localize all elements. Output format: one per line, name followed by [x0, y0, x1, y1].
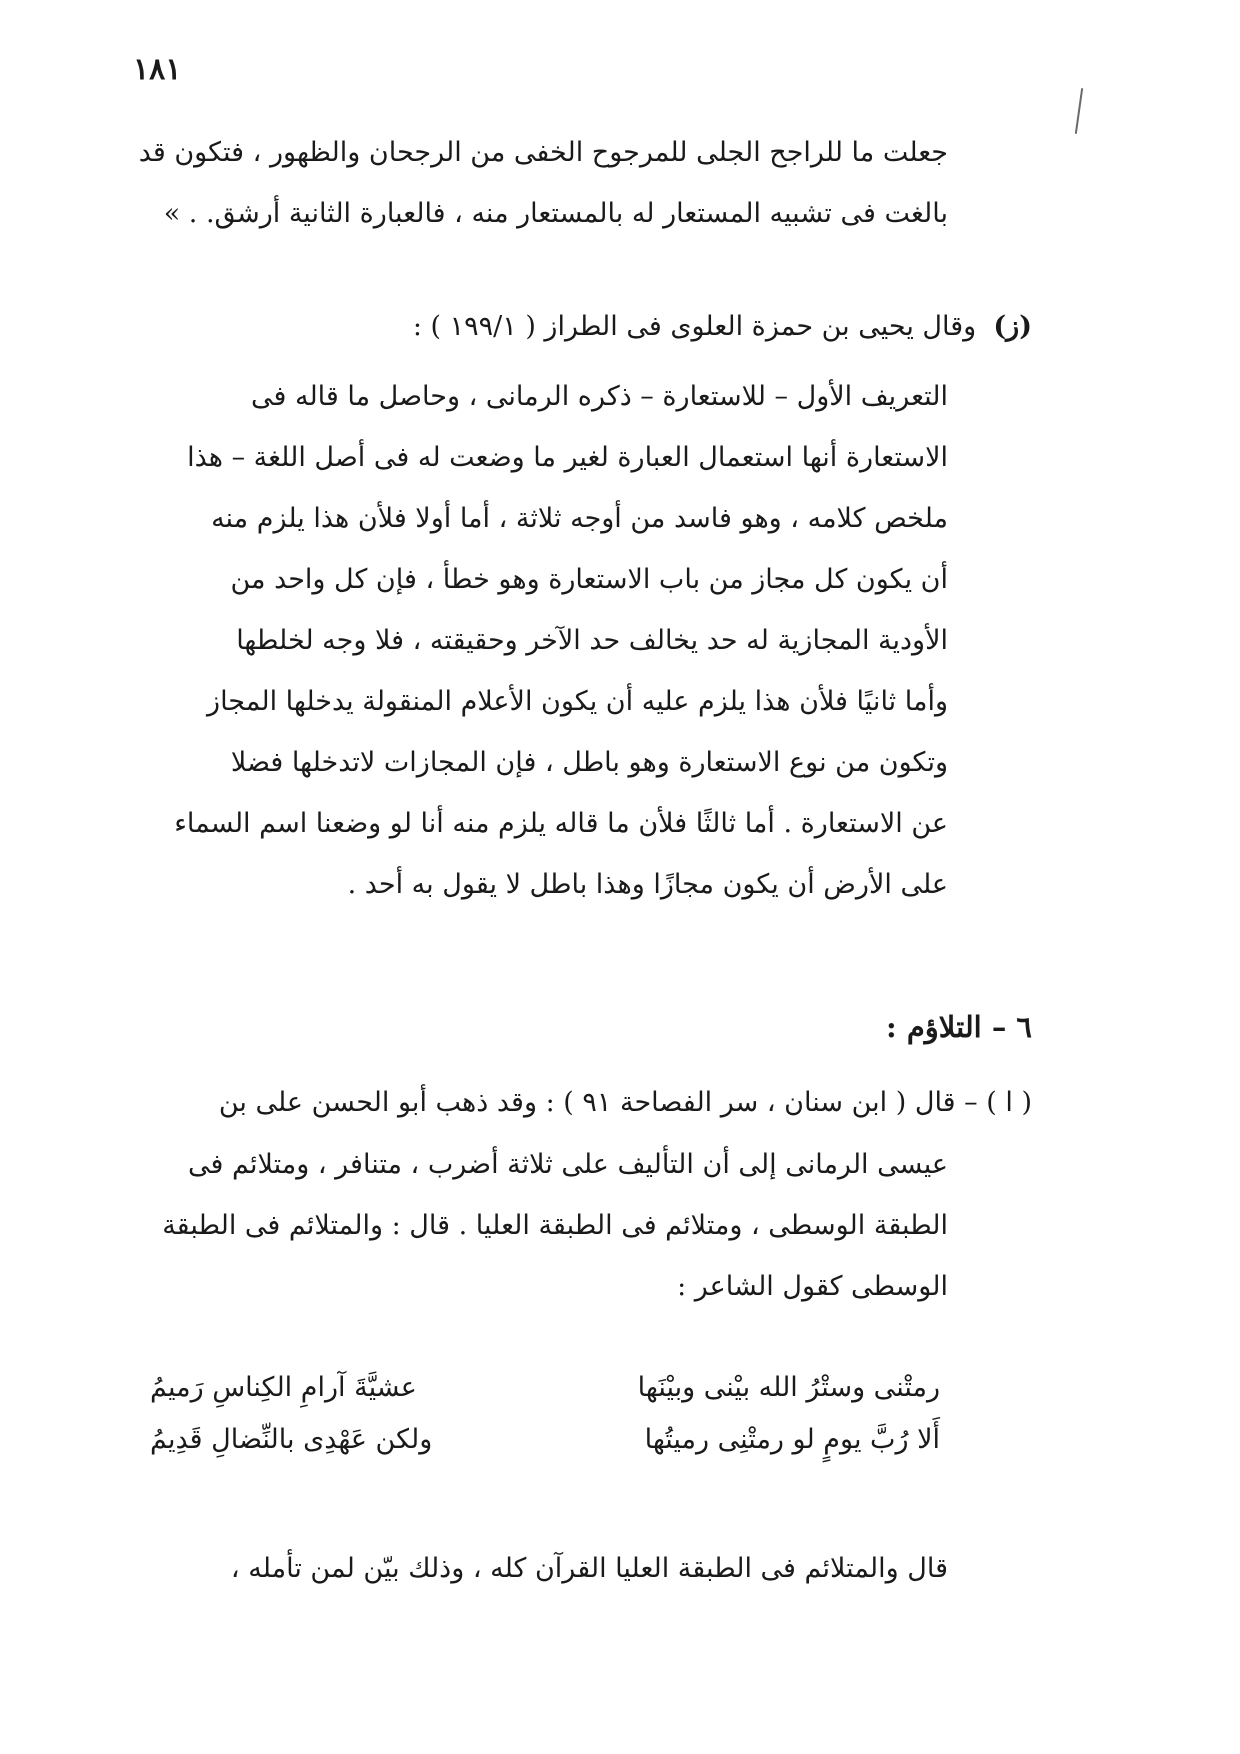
text-line: ( ا ) – قال ( ابن سنان ، سر الفصاحة ٩١ ) : وقد ذهب أبو الحسن على بن [218, 1087, 1032, 1118]
hemistich-first: أَلا رُبَّ يومٍ لو رمتْنِى رميتُها [644, 1424, 940, 1455]
paragraph-top [128, 122, 948, 244]
hemistich-first: رمتْنى وستْرُ الله بيْنى وبيْنَها [637, 1372, 940, 1403]
hemistich-second: ولكن عَهْدِى بالنِّضالِ قَدِيمُ [150, 1424, 433, 1455]
section-z-intro-line [112, 296, 1032, 357]
text-line: الاستعارة أنها استعمال العبارة لغير ما وضعت له فى أصل اللغة – هذا [187, 442, 948, 473]
text-line: عيسى الرمانى إلى أن التأليف على ثلاثة أضرب ، متنافر ، ومتلائم فى [188, 1149, 948, 1180]
text-line: على الأرض أن يكون مجازًا وهذا باطل لا يقول به أحد . [347, 869, 948, 900]
text-line: الوسطى كقول الشاعر : [677, 1271, 948, 1302]
section-z-intro [112, 296, 1032, 357]
section-6-first [112, 1072, 1032, 1133]
verse [150, 1362, 940, 1414]
section-z-label: (ز) [993, 311, 1032, 342]
poem [150, 1362, 940, 1466]
margin-mark [1075, 88, 1083, 134]
verse [150, 1414, 940, 1466]
text-line: التعريف الأول – للاستعارة – ذكره الرمانى ، وحاصل ما قاله فى [250, 381, 948, 412]
text-line: وتكون من نوع الاستعارة وهو باطل ، فإن المجازات لاتدخلها فضلا [230, 747, 948, 778]
text-line: أن يكون كل مجاز من باب الاستعارة وهو خطأ ، فإن كل واحد من [230, 564, 948, 595]
text-line: قال والمتلائم فى الطبقة العليا القرآن كله ، وذلك بيّن لمن تأمله ، [230, 1553, 948, 1584]
paragraph-last [128, 1538, 948, 1599]
text-line: الأودية المجازية له حد يخالف حد الآخر وحقيقته ، فلا وجه لخلطها [236, 625, 948, 656]
text-line: ملخص كلامه ، وهو فاسد من أوجه ثلاثة ، أما أولا فلأن هذا يلزم منه [211, 503, 948, 534]
section-z-body [128, 366, 948, 915]
text-line: بالغت فى تشبيه المستعار له بالمستعار منه ، فالعبارة الثانية أرشق. . » [163, 198, 948, 229]
text-line: وأما ثانيًا فلأن هذا يلزم عليه أن يكون الأعلام المنقولة يدخلها المجاز [207, 686, 948, 717]
section-6-body [128, 1134, 948, 1317]
text-line: جعلت ما للراجح الجلى للمرجوح الخفى من الرجحان والظهور ، فتكون قد [138, 137, 948, 168]
page-number: ١٨١ [133, 52, 182, 87]
section-6-heading: ٦ – التلاؤم : [886, 1010, 1032, 1044]
hemistich-second: عشيَّةَ آرامِ الكِناسِ رَميمُ [150, 1372, 417, 1403]
text-line: الطبقة الوسطى ، ومتلائم فى الطبقة العليا . قال : والمتلائم فى الطبقة [162, 1210, 948, 1241]
section-z-intro-text: وقال يحيى بن حمزة العلوى فى الطراز ( ١٩٩/١ ) : [412, 311, 977, 342]
text-line: عن الاستعارة . أما ثالثًا فلأن ما قاله يلزم منه أنا لو وضعنا اسم السماء [174, 808, 948, 839]
